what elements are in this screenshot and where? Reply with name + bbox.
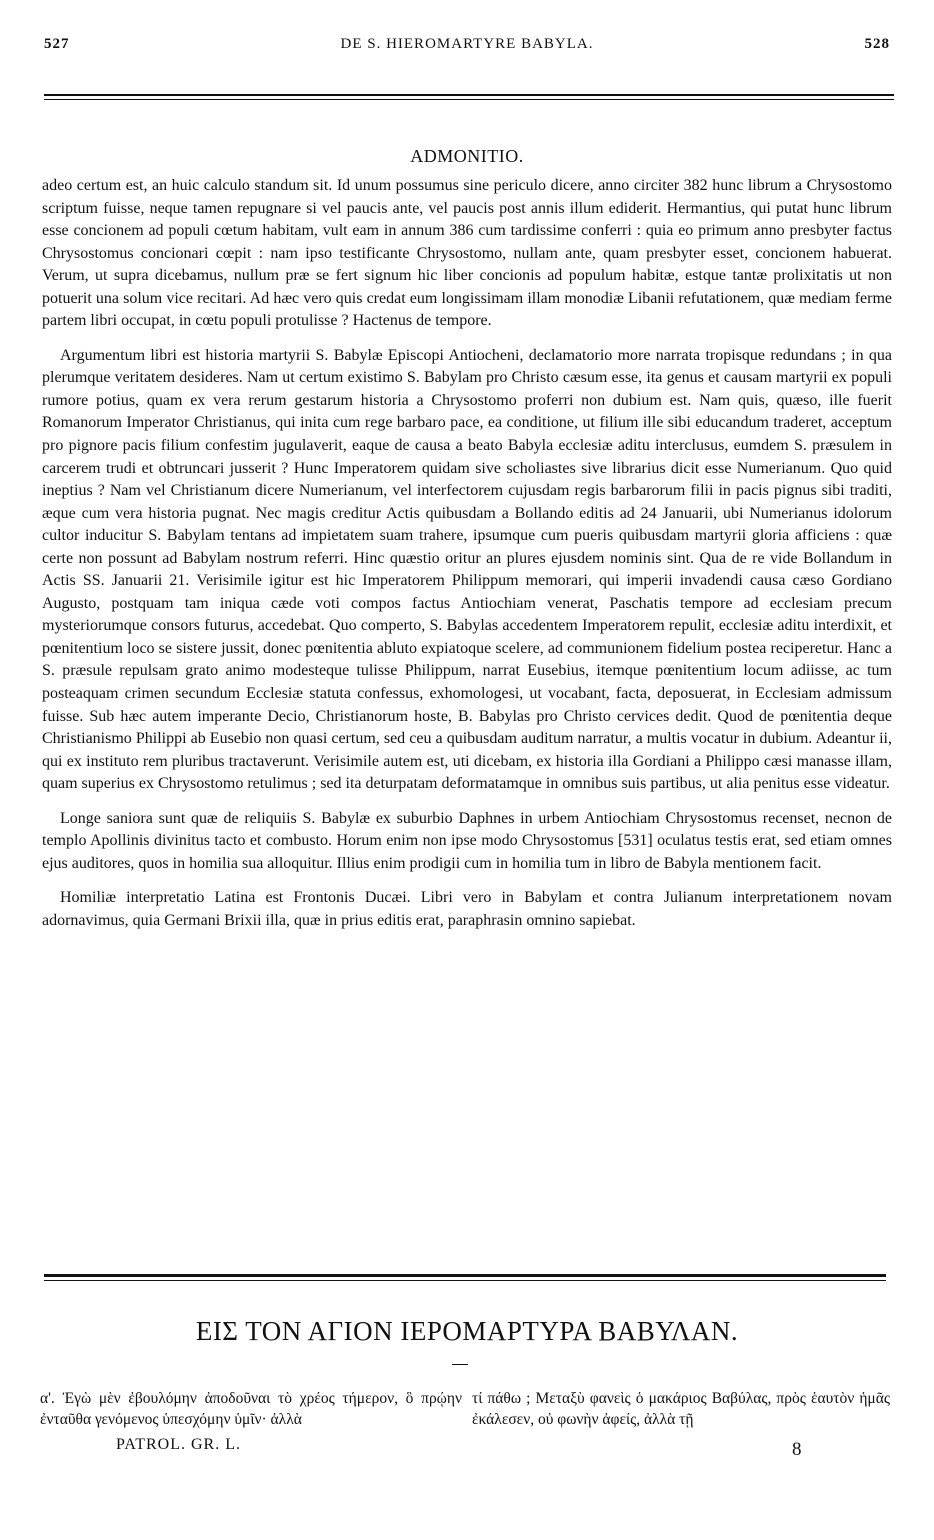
greek-title: ΕΙΣ ΤΟΝ ΑΓΙΟΝ ΙΕΡΟΜΑΡΤΥΡΑ ΒΑΒΥΛΑΝ. — [195, 1316, 739, 1346]
page-number-right: 528 — [864, 36, 890, 52]
section-title: ADMONITIO. — [410, 146, 524, 166]
gathering-signature: 8 — [792, 1439, 802, 1460]
running-title: DE S. HIEROMARTYRE BABYLA. — [340, 36, 594, 52]
running-header — [44, 36, 890, 58]
section-rule-thin — [44, 1280, 886, 1281]
title-dash — [452, 1364, 468, 1365]
header-rule-thin — [44, 99, 894, 100]
header-rule-thick — [44, 94, 894, 96]
volume-signature: PATROL. GR. L. — [116, 1436, 241, 1453]
paragraph-1: adeo certum est, an huic calculo standum sit. Id unum possumus sine periculo dicere, anno circiter 382 hunc librum a Chrysostomo scriptum fuisse, neque tamen repugnare si vel paucis ante, vel paucis post annis illum ediderit. Hermantius, qui putat hunc librum esse concionem ad populi cœtum habitam, vult eam in annum 386 cum tardissime conferri : quia eo primum anno presbyter factus Chrysostomus concionari cœpit : nam ipso testificante Chrysostomo, nullam ante, quam presbyter esset, concionem habuerat. Verum, ut supra dicebamus, nullum præ se fert signum hic liber concionis ad populum habitæ, estque tantæ prolixitatis ut non potuerit una solum vice recitari. Ad hæc vero quis credat eum longissimam illam monodiæ Libanii refutationem, quæ mediam ferme partem libri occupat, in cœtu populi protulisse ? Hactenus de tempore. — [42, 177, 892, 330]
paragraph-3: Longe saniora sunt quæ de reliquiis S. Babylæ ex suburbio Daphnes in urbem Antiochiam Chrysostomus recenset, necnon de templo Apollinis divinitus tacto et combusto. Horum enim non ipse modo Chrysostomus [531] oculatus testis erat, sed etiam omnes ejus auditores, quos in homilia sua alloquitur. Illius enim prodigii cum in homilia tum in libro de Babyla mentionem facit. — [42, 809, 892, 872]
page-number-left: 527 — [44, 36, 70, 52]
section-rule-thick — [44, 1274, 886, 1277]
greek-column-right: τί πάθω ; Μεταξὺ φανεὶς ὁ μακάριος Βαβύλας, πρὸς ἑαυτὸν ἡμᾶς ἐκάλεσεν, οὐ φωνὴν ἀφείς, ἀλλὰ τῇ — [472, 1390, 890, 1428]
admonitio-body — [42, 175, 892, 933]
paragraph-4: Homiliæ interpretatio Latina est Frontonis Ducæi. Libri vero in Babylam et contra Julianum interpretationem novam adornavimus, quia Germani Brixii illa, quæ in prius editis erat, paraphrasin omnino sapiebat. — [42, 889, 892, 929]
greek-column-left: α'. Ἐγὼ μὲν ἐβουλόμην ἀποδοῦναι τὸ χρέος τήμερον, ὃ πρῴην ἐνταῦθα γενόμενος ὑπεσχόμην ὑμῖν· ἀλλὰ — [40, 1390, 462, 1428]
paragraph-2: Argumentum libri est historia martyrii S. Babylæ Episcopi Antiocheni, declamatorio more narrata tropisque redundans ; in qua plerumque veritatem desideres. Nam ut certum existimo S. Babylam pro Christo cæsum esse, ita genus et causam martyrii ex populi rumore potius, quam ex vera rerum gestarum historia a Chrysostomo proferri non dubium est. Nam quis, quæso, ille fuerit Romanorum Imperator Christianus, qui inita cum rege barbaro pace, ea conditione, ut filium ille sibi educandum traderet, acceptum pro pignore pacis filium confestim jugulaverit, eaque de causa a beato Babyla ecclesiæ aditu interclusus, eumdem S. præsulem in carcerem trudi et obtruncari jusserit ? Hunc Imperatorem quidam sive scholiastes sive librarius dicit esse Numerianum. Quo quid ineptius ? Nam vel Christianum dicere Numerianum, vel interfectorem cujusdam regis barbarorum filii in pacis pignus sibi traditi, æque cum vera historia pugnat. Nec magis creditur Actis quibusdam a Bollando editis ad 24 Januarii, ubi Numerianus idolorum cultor inducitur S. Babylam tentans ad impietatem suam trahere, ipsumque cum pueris quibusdam martyrii gloria afficiens : quæ certe non possunt ad Babylam nostrum referri. Hinc quæstio oritur an plures ejusdem nominis sint. Qua de re vide Bollandum in Actis SS. Januarii 21. Verisimile igitur est hic Imperatorem Philippum memorari, qui imperii invadendi causa cæso Gordiano Augusto, postquam tam iniqua cæde voti compos factus Antiochiam venerat, Paschatis tempore ad ecclesiam precum mysteriorumque consors futurus, accedebat. Quo comperto, S. Babylas accedentem Imperatorem repulit, ecclesiæ aditu interdixit, et pœnitentium loco se sistere jussit, donec pœnitentia abluto expiatoque scelere, ad communionem fidelium postea reciperetur. Hanc a S. præsule repulsam grato animo modesteque tulisse Philippum, narrat Eusebius, itemque pœnitentium locum adiisse, ac tum posteaquam crimen secundum Ecclesiæ statuta confessus, exhomologesi, ut vocabant, facta, deposuerat, in Ecclesiam admissum fuisse. Sub hæc autem imperante Decio, Christianorum hoste, B. Babylas pro Christo cervices dedit. Quod de pœnitentia deque Christianismo Philippi ab Eusebio non quasi certum, sed ceu a quibusdam auditum narratur, a multis vocatur in dubium. Adeantur ii, qui ex instituto rem pluribus tractaverunt. Verisimile autem est, uti dicebam, ex historia illa Gordiani a Philippo cæsi manasse illam, quam superius ex Chrysostomo retulimus ; sed ita deturpatam deformatamque in omnibus suis partibus, ut alia penitus esse videatur. — [42, 346, 892, 793]
